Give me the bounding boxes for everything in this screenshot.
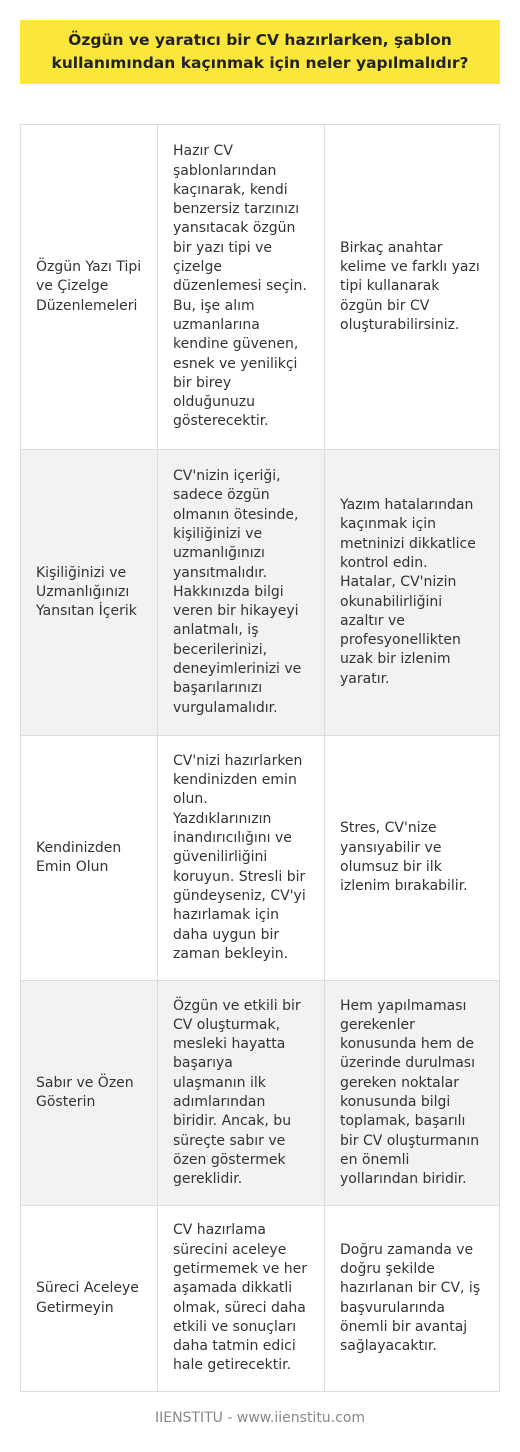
note-cell xyxy=(325,450,499,735)
detail-text: CV'nizi hazırlarken kendinizden emin olun. Yazdıklarınızın inandırıcılığını ve güvenilirliğini koruyun. Stresli bir gündeyseniz, CV'yi hazırlamak için daha uygun bir zaman bekleyin. xyxy=(173,752,306,962)
detail-text: Hazır CV şablonlarından kaçınarak, kendi benzersiz tarzınızı yansıtacak özgün bir yazı tipi ve çizelge düzenlemesi seçin. Bu, işe alım uzmanlarına kendine güvenen, esnek ve yenilikçi bir birey olduğunuzu gösterecektir. xyxy=(173,143,307,430)
table-row xyxy=(21,450,499,736)
detail-text: Özgün ve etkili bir CV oluşturmak, mesleki hayatta başarıya ulaşmanın ilk adımlarından biridir. Ancak, bu süreçte sabır ve özen göstermek gereklidir. xyxy=(173,997,301,1188)
detail-cell xyxy=(158,450,325,735)
note-cell xyxy=(325,125,499,449)
footer-credit: IIENSTITU - www.iienstitu.com xyxy=(154,1410,366,1426)
topic-text: Kişiliğinizi ve Uzmanlığınızı Yansıtan İçerik xyxy=(36,564,137,620)
detail-cell xyxy=(158,981,325,1205)
note-text: Doğru zamanda ve doğru şekilde hazırlanan bir CV, iş başvurularında önemli bir avantaj sağlayacaktır. xyxy=(340,1241,481,1355)
topic-text: Kendinizden Emin Olun xyxy=(36,839,122,875)
detail-text: CV hazırlama sürecini aceleye getirmemek ve her aşamada dikkatli olmak, süreci daha etkili ve sonuçları daha tatmin edici hale getirecektir. xyxy=(173,1222,308,1374)
topic-cell xyxy=(21,1206,158,1391)
note-cell xyxy=(325,981,499,1205)
topic-text: Özgün Yazı Tipi ve Çizelge Düzenlemeleri xyxy=(36,259,142,314)
topic-cell xyxy=(21,736,158,980)
detail-cell xyxy=(158,1206,325,1391)
note-cell xyxy=(325,1206,499,1391)
detail-cell xyxy=(158,125,325,449)
content-table xyxy=(20,124,500,1392)
title-banner xyxy=(20,20,500,84)
note-text: Birkaç anahtar kelime ve farklı yazı tipi kullanarak özgün bir CV oluşturabilirsiniz. xyxy=(340,239,480,333)
detail-cell xyxy=(158,736,325,980)
topic-cell xyxy=(21,125,158,449)
note-text: Yazım hatalarından kaçınmak için metninizi dikkatlice kontrol edin. Hatalar, CV'nizin okunabilirliğini azaltır ve profesyonellikten uzak bir izlenim yaratır. xyxy=(340,497,476,687)
note-text: Hem yapılmaması gerekenler konusunda hem de üzerinde durulması gereken noktalar konusunda bilgi toplamak, başarılı bir CV oluşturmanın en önemli yollarından biridir. xyxy=(340,997,480,1188)
table-row xyxy=(21,1206,499,1391)
page-title: Özgün ve yaratıcı bir CV hazırlarken, şablon kullanımından kaçınmak için neler yapılmalıdır? xyxy=(51,31,469,72)
table-row xyxy=(21,736,499,981)
table-row xyxy=(21,125,499,450)
detail-text: CV'nizin içeriği, sadece özgün olmanın ötesinde, kişiliğinizi ve uzmanlığınızı yansıtmalıdır. Hakkınızda bilgi veren bir hikayeyi anlatmalı, iş becerilerinizi, deneyimlerinizi ve başarılarınızı vurgulamalıdır. xyxy=(173,468,302,716)
topic-text: Süreci Aceleye Getirmeyin xyxy=(36,1280,139,1316)
topic-cell xyxy=(21,450,158,735)
topic-text: Sabır ve Özen Gösterin xyxy=(36,1074,134,1110)
table-row xyxy=(21,981,499,1206)
note-cell xyxy=(325,736,499,980)
note-text: Stres, CV'nize yansıyabilir ve olumsuz bir ilk izlenim bırakabilir. xyxy=(340,820,468,895)
topic-cell xyxy=(21,981,158,1205)
